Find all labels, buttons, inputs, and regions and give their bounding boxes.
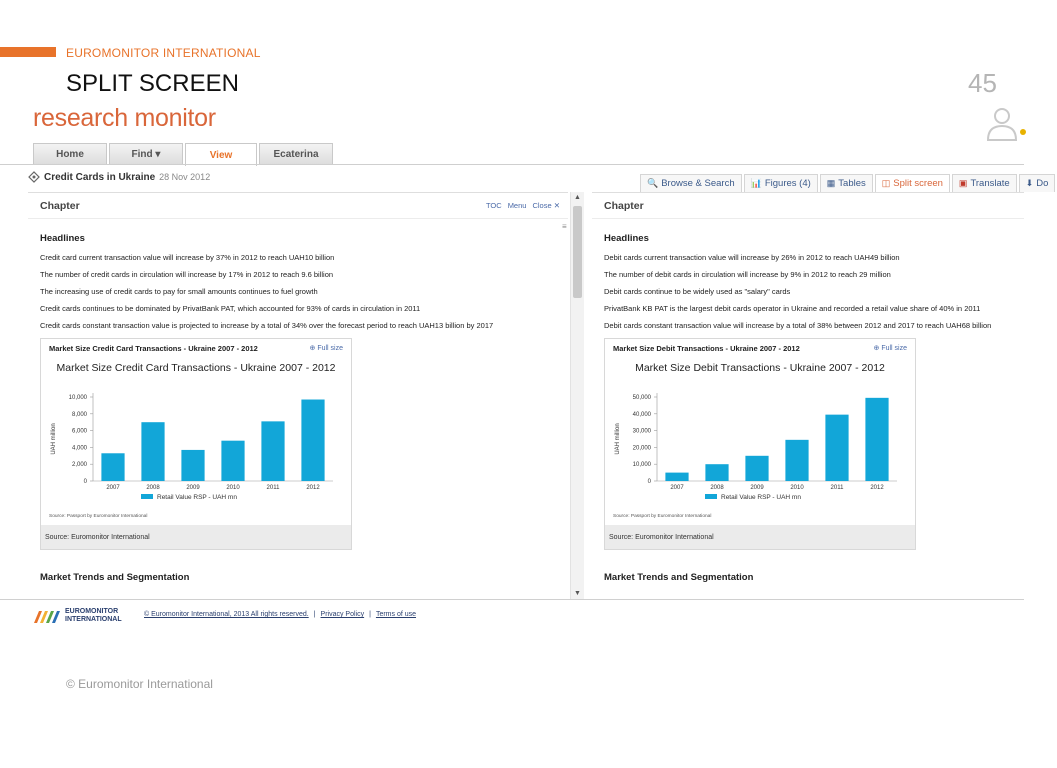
headline: Debit cards current transaction value will increase by 26% in 2012 to reach UAH49 billion — [604, 253, 900, 262]
legend-label: Retail Value RSP - UAH mn — [721, 494, 801, 501]
bar — [101, 453, 124, 481]
translate-button[interactable]: ▣ Translate — [952, 174, 1017, 192]
logo-line-2: INTERNATIONAL — [65, 615, 122, 623]
x-tick-label: 2010 — [790, 485, 804, 491]
y-tick-label: 2,000 — [71, 462, 87, 469]
y-tick-label: 0 — [83, 479, 87, 485]
chart-title: Market Size Debit Transactions - Ukraine 2007 - 2012 — [635, 362, 885, 374]
credit-card-chart — [41, 357, 351, 525]
left-scrollbar[interactable] — [562, 192, 584, 599]
headline: The number of debit cards in circulation will increase by 9% in 2012 to reach 29 million — [604, 270, 891, 279]
y-axis-label: UAH million — [615, 423, 621, 455]
bar — [865, 398, 888, 481]
x-tick-label: 2012 — [870, 485, 884, 491]
figure-label: Market Size Credit Card Transactions - Ukraine 2007 - 2012 — [49, 343, 258, 353]
document-date: 28 Nov 2012 — [159, 172, 211, 182]
section-heading: Market Trends and Segmentation — [40, 572, 190, 583]
figures-button[interactable]: 📊 Figures (4) — [744, 174, 818, 192]
scroll-up-icon[interactable]: ▲ — [574, 194, 581, 201]
left-panel-header — [28, 193, 568, 219]
headlines-heading: Headlines — [40, 233, 85, 244]
debit-card-chart — [605, 357, 915, 525]
x-tick-label: 2011 — [830, 485, 844, 491]
split-screen-icon: ◫ — [881, 178, 891, 188]
page-number: 45 — [968, 68, 997, 98]
x-tick-label: 2009 — [750, 485, 764, 491]
headline: The number of credit cards in circulation will increase by 17% in 2012 to reach 9.6 billion — [40, 270, 334, 279]
y-tick-label: 8,000 — [71, 411, 87, 418]
bar — [221, 441, 244, 481]
y-tick-label: 40,000 — [632, 411, 651, 418]
toc-link[interactable]: TOC — [485, 201, 502, 210]
document-title: Credit Cards in Ukraine — [44, 171, 156, 183]
bar — [825, 415, 848, 481]
separator: | — [313, 611, 316, 618]
privacy-policy-link[interactable]: Privacy Policy — [320, 611, 365, 618]
tab-divider — [0, 164, 1024, 165]
split-screen-button[interactable]: ◫ Split screen — [875, 174, 950, 192]
scroll-thumb[interactable] — [573, 206, 582, 298]
footer-divider — [0, 599, 1024, 600]
bar — [181, 450, 204, 481]
y-tick-label: 10,000 — [632, 462, 651, 469]
panel-title: Chapter — [40, 199, 80, 212]
translate-icon: ▣ — [958, 178, 968, 188]
headline: The increasing use of credit cards to pay for small amounts continues to fuel growth — [40, 287, 318, 296]
x-tick-label: 2008 — [710, 485, 724, 491]
close-link[interactable]: Close ✕ — [532, 201, 560, 210]
headline: Credit card current transaction value will increase by 37% in 2012 to reach UAH10 billion — [40, 253, 335, 262]
bar — [141, 422, 164, 481]
legend-swatch — [141, 494, 153, 499]
chart-source: Source: Passport by Euromonitor International — [613, 514, 712, 519]
bar — [301, 400, 324, 481]
figure-label: Market Size Debit Transactions - Ukraine 2007 - 2012 — [613, 343, 800, 353]
figure-source: Source: Euromonitor International — [41, 525, 351, 549]
figure-header — [605, 339, 915, 357]
scroll-down-icon[interactable]: ▼ — [574, 590, 581, 597]
debit-figure-box — [604, 338, 916, 550]
slide-copyright: © Euromonitor International — [66, 677, 213, 691]
menu-link[interactable]: Menu — [507, 201, 527, 210]
brand-label: EUROMONITOR INTERNATIONAL — [66, 46, 261, 60]
grip-icon: ≡ — [562, 222, 567, 231]
y-tick-label: 4,000 — [71, 445, 87, 452]
chart-title: Market Size Credit Card Transactions - Ukraine 2007 - 2012 — [56, 362, 336, 374]
section-heading: Market Trends and Segmentation — [604, 572, 754, 583]
x-tick-label: 2012 — [306, 485, 320, 491]
slide-title: SPLIT SCREEN — [66, 70, 239, 97]
logo-line-1: EUROMONITOR — [65, 608, 119, 615]
download-icon: ⬇ — [1025, 178, 1034, 188]
browse-search-button[interactable]: 🔍 Browse & Search — [640, 174, 742, 192]
legend-swatch — [705, 494, 717, 499]
x-tick-label: 2011 — [266, 485, 280, 491]
tab-ecaterina[interactable]: Ecaterina — [259, 143, 333, 165]
tab-find[interactable]: Find ▾ — [109, 143, 183, 165]
terms-of-use-link[interactable]: Terms of use — [375, 611, 417, 618]
table-icon: ▦ — [826, 178, 836, 188]
headline: Credit cards continues to be dominated by PrivatBank PAT, which accounted for 93% of cards in circulation in 2011 — [40, 304, 421, 313]
legend-label: Retail Value RSP - UAH mn — [157, 494, 237, 501]
figure-source: Source: Euromonitor International — [605, 525, 915, 549]
y-tick-label: 50,000 — [632, 395, 651, 401]
document-icon — [28, 171, 40, 183]
headline: Credit cards constant transaction value is projected to increase by a total of 34% over the forecast period to reach UAH13 billion by 2017 — [40, 321, 494, 330]
copyright-link[interactable]: © Euromonitor International, 2013 All rights reserved. — [144, 611, 309, 618]
right-panel-header — [592, 193, 1024, 219]
user-icon[interactable] — [984, 106, 1024, 142]
download-button[interactable]: ⬇ Do — [1019, 174, 1056, 192]
y-tick-label: 0 — [647, 479, 651, 485]
view-toolbar — [640, 174, 1057, 192]
y-tick-label: 30,000 — [632, 428, 651, 435]
separator: | — [369, 611, 371, 618]
x-tick-label: 2008 — [146, 485, 160, 491]
tab-view[interactable]: View — [185, 143, 257, 166]
bar — [785, 440, 808, 481]
y-axis-label: UAH million — [51, 423, 57, 455]
x-tick-label: 2009 — [186, 485, 200, 491]
headlines-heading: Headlines — [604, 233, 649, 244]
left-panel-body — [28, 219, 568, 583]
panel-title: Chapter — [604, 199, 644, 212]
euromonitor-logo-icon — [32, 609, 62, 623]
magnifier-icon: 🔍 — [647, 178, 659, 188]
nav-tabs — [33, 143, 335, 165]
panel-links — [486, 201, 560, 210]
chart-source: Source: Passport by Euromonitor International — [49, 514, 148, 519]
tables-button[interactable]: ▦ Tables — [820, 174, 873, 192]
left-panel — [28, 192, 568, 599]
tab-home[interactable]: Home — [33, 143, 107, 165]
accent-bar — [0, 47, 56, 57]
x-tick-label: 2007 — [106, 485, 120, 491]
full-size-link[interactable]: ⊕ Full size — [309, 345, 343, 352]
euromonitor-logo — [32, 608, 122, 623]
bar — [745, 456, 768, 481]
y-tick-label: 10,000 — [68, 395, 87, 401]
document-breadcrumb — [28, 171, 210, 183]
x-tick-label: 2010 — [226, 485, 240, 491]
y-tick-label: 6,000 — [71, 428, 87, 435]
full-size-link[interactable]: ⊕ Full size — [873, 345, 907, 352]
headline: Debit cards constant transaction value will increase by a total of 38% between 2012 and 2017 to reach UAH68 billion — [604, 321, 992, 330]
y-tick-label: 20,000 — [632, 445, 651, 452]
research-monitor-logo: research monitor — [33, 104, 216, 132]
bar — [665, 473, 688, 481]
credit-figure-box — [40, 338, 352, 550]
right-panel — [592, 192, 1024, 599]
right-panel-body — [592, 219, 1024, 583]
figure-header — [41, 339, 351, 357]
bar — [261, 421, 284, 481]
headline: Debit cards continue to be widely used as "salary" cards — [604, 287, 791, 296]
bar-chart-icon: 📊 — [750, 178, 762, 188]
footer-links — [144, 611, 416, 618]
x-tick-label: 2007 — [670, 485, 684, 491]
headline: PrivatBank KB PAT is the largest debit cards operator in Ukraine and recorded a retail value share of 40% in 2011 — [604, 304, 981, 313]
bar — [705, 464, 728, 481]
